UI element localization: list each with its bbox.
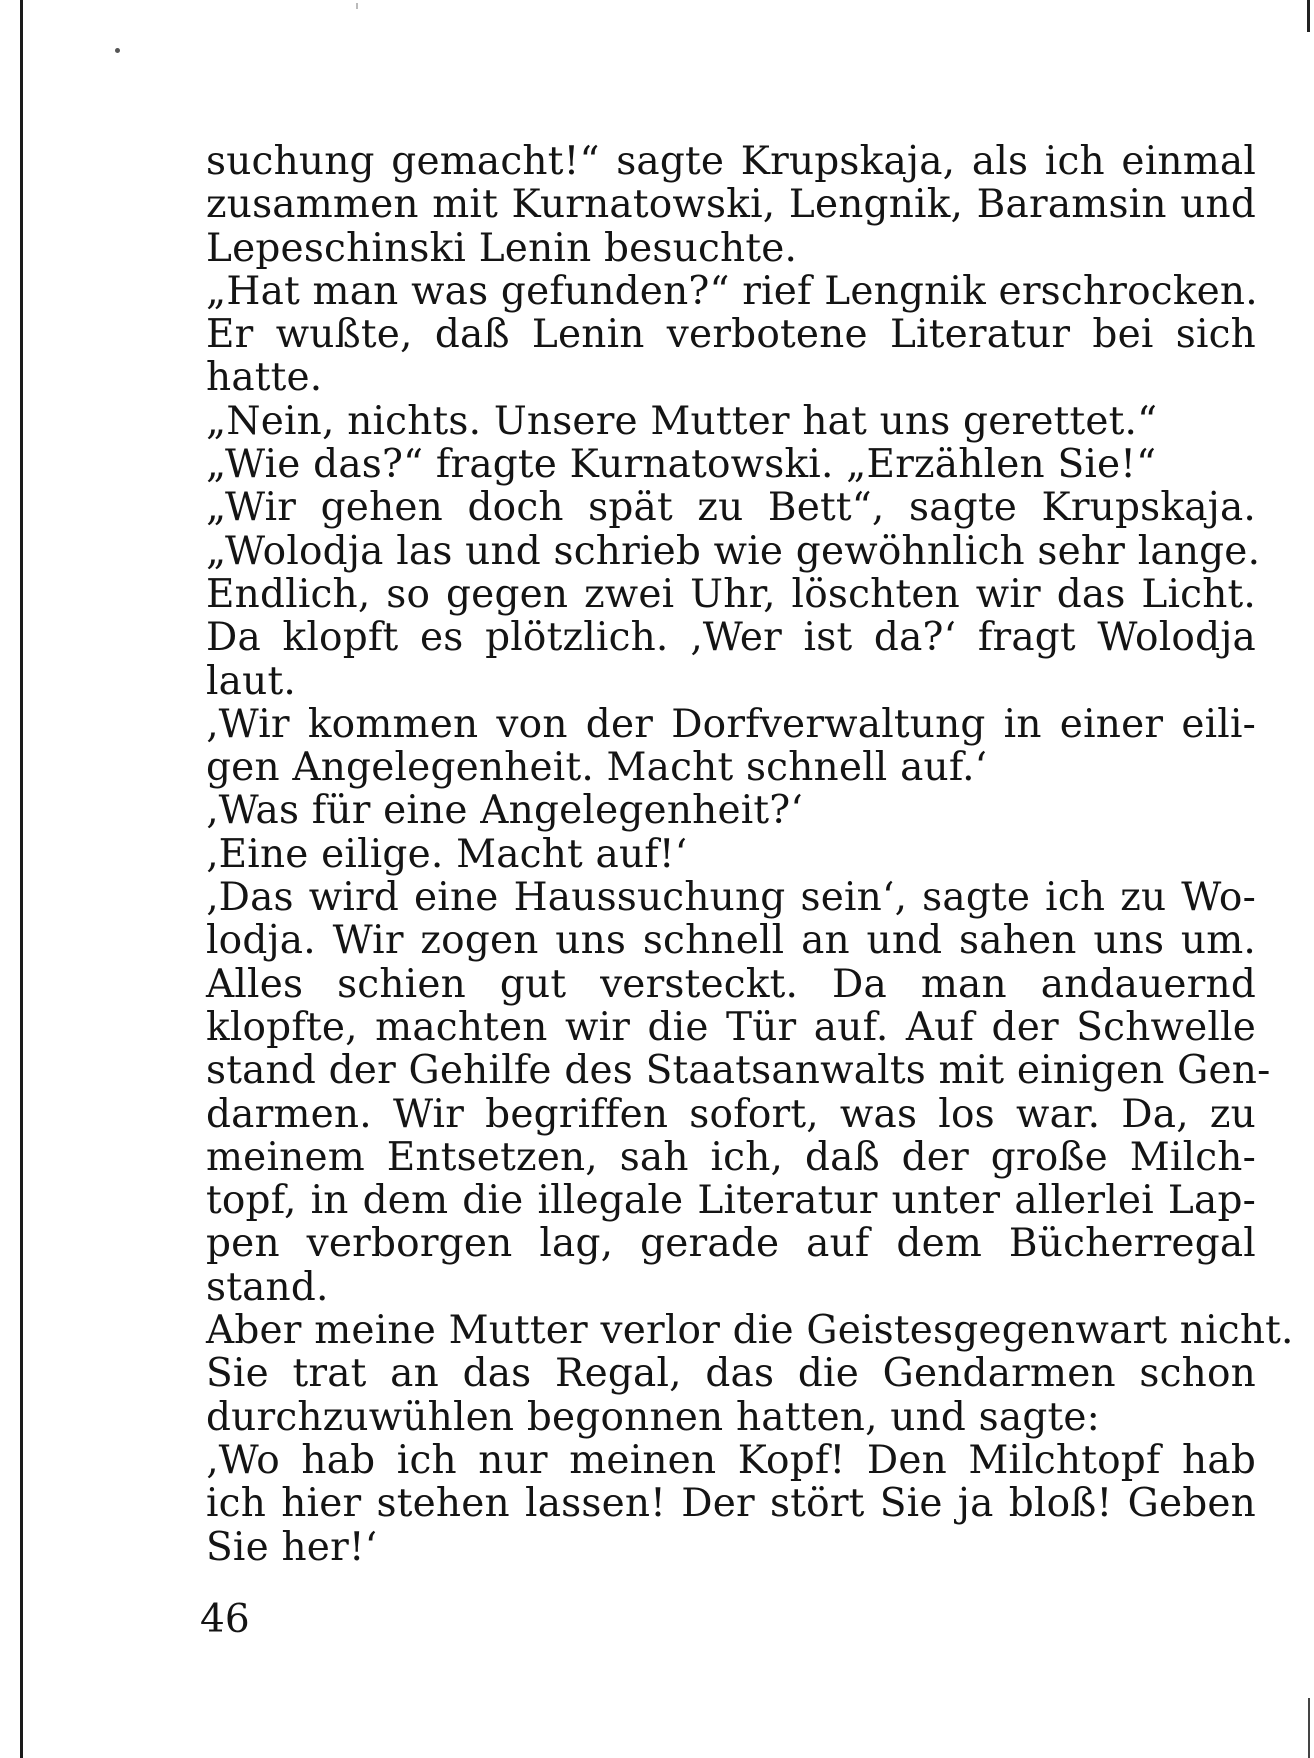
text-line: „Wie das?“ fragte Kurnatowski. „Erzählen Sie!“ — [206, 442, 1157, 488]
page-left-edge — [20, 0, 23, 1758]
text-line: laut. — [206, 658, 296, 704]
page-number: 46 — [200, 1597, 250, 1642]
text-line: „Hat man was gefunden?“ rief Lengnik erschrocken. — [206, 268, 1258, 314]
text-line: „Wir gehen doch spät zu Bett“, sagte Krupskaja. — [206, 485, 1256, 531]
text-line: ‚Eine eilige. Macht auf!‘ — [206, 831, 688, 877]
text-line: gen Angelegenheit. Macht schnell auf.‘ — [206, 745, 988, 791]
text-line: ‚Wo hab ich nur meinen Kopf! Den Milchtopf hab — [206, 1437, 1256, 1483]
text-line: Lepeschinski Lenin besuchte. — [206, 225, 798, 271]
text-line: klopfte, machten wir die Tür auf. Auf der Schwelle — [206, 1004, 1256, 1050]
text-line: Sie her!‘ — [206, 1524, 378, 1570]
scan-speck — [115, 48, 120, 53]
text-line: ich hier stehen lassen! Der stört Sie ja bloß! Geben — [206, 1481, 1256, 1527]
body-text — [206, 139, 1294, 1570]
text-line: suchung gemacht!“ sagte Krupskaja, als ich einmal — [206, 139, 1256, 184]
text-line: hatte. — [206, 355, 323, 401]
text-line: Er wußte, daß Lenin verbotene Literatur bei sich — [206, 312, 1256, 358]
text-line: meinem Entsetzen, sah ich, daß der große Milch- — [206, 1134, 1256, 1180]
page-right-edge-mark — [1307, 0, 1310, 32]
text-line: ‚Was für eine Angelegenheit?‘ — [206, 788, 803, 834]
text-line: Sie trat an das Regal, das die Gendarmen schon — [206, 1351, 1256, 1397]
text-line: „Wolodja las und schrieb wie gewöhnlich sehr lange. — [206, 528, 1261, 574]
text-line: zusammen mit Kurnatowski, Lengnik, Baramsin und — [206, 182, 1256, 228]
scan-speck — [356, 3, 358, 9]
text-line: darmen. Wir begriffen sofort, was los war. Da, zu — [206, 1091, 1256, 1137]
text-line: stand. — [206, 1264, 329, 1310]
page-right-edge-mark-bottom — [1308, 1698, 1310, 1758]
text-line: „Nein, nichts. Unsere Mutter hat uns gerettet.“ — [206, 398, 1158, 444]
text-line: pen verborgen lag, gerade auf dem Bücherregal — [206, 1221, 1256, 1267]
text-line: ‚Wir kommen von der Dorfverwaltung in einer eili- — [206, 701, 1256, 747]
text-line: ‚Das wird eine Haussuchung sein‘, sagte ich zu Wo- — [206, 875, 1256, 921]
text-line: lodja. Wir zogen uns schnell an und sahen uns um. — [206, 918, 1256, 964]
text-line: Aber meine Mutter verlor die Geistesgegenwart nicht. — [206, 1308, 1294, 1354]
text-line: Alles schien gut versteckt. Da man andauernd — [206, 961, 1256, 1007]
text-line: Endlich, so gegen zwei Uhr, löschten wir das Licht. — [206, 571, 1256, 617]
text-line: Da klopft es plötzlich. ‚Wer ist da?‘ fragt Wolodja — [206, 615, 1256, 661]
text-line: durchzuwühlen begonnen hatten, und sagte: — [206, 1394, 1100, 1440]
text-line: stand der Gehilfe des Staatsanwalts mit einigen Gen- — [206, 1048, 1271, 1094]
text-line: topf, in dem die illegale Literatur unter allerlei Lap- — [206, 1178, 1256, 1224]
